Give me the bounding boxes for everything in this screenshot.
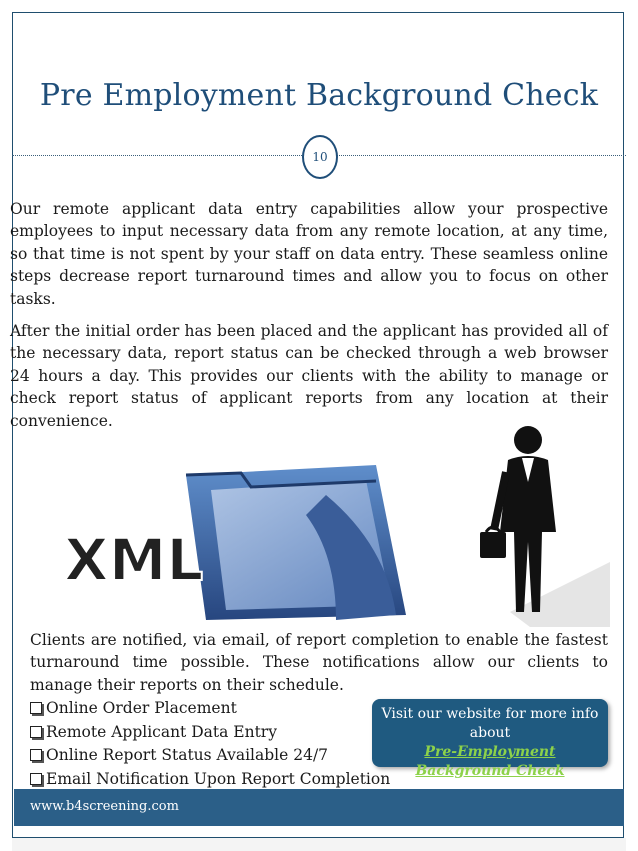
bottom-strip — [12, 838, 626, 851]
callout-text: Visit our website for more info about — [381, 706, 599, 741]
checkbox-bullet-icon — [30, 773, 42, 785]
page-title: Pre Employment Background Check — [39, 78, 599, 113]
paragraph-report-status: After the initial order has been placed and the applicant has provided all of the necessary data, report status can be checked through a web browser 24 hours a day. This provides our clients with the ability to manage or check report status of applicant reports from any location at their convenience. — [10, 322, 608, 430]
divider-right — [336, 155, 626, 156]
checkbox-bullet-icon — [30, 702, 42, 714]
feature-list — [30, 697, 390, 791]
list-item: Online Order Placement — [30, 697, 390, 721]
list-item: Remote Applicant Data Entry — [30, 721, 390, 745]
list-item: Email Notification Upon Report Completion — [30, 768, 390, 792]
xml-folder-image — [36, 455, 440, 627]
page-number-badge: 10 — [302, 135, 338, 179]
businessman-silhouette-image — [470, 412, 610, 627]
footer-bar — [14, 789, 624, 826]
footer-url[interactable]: www.b4screening.com — [30, 799, 179, 814]
background-check-link[interactable]: Pre-Employment Background Check — [415, 744, 565, 779]
list-item: Online Report Status Available 24/7 — [30, 744, 390, 768]
checkbox-bullet-icon — [30, 726, 42, 738]
xml-label: XML — [64, 526, 204, 594]
checkbox-bullet-icon — [30, 749, 42, 761]
website-callout — [372, 699, 608, 779]
paragraph-notifications: Clients are notified, via email, of report completion to enable the fastest turnaround time possible. These notifications allow our clients to manage their reports on their schedule. — [30, 631, 608, 694]
divider-left — [12, 155, 304, 156]
paragraph-remote-entry: Our remote applicant data entry capabilities allow your prospective employees to input necessary data from any remote location, at any time, so that time is not spent by your staff on data entry. These seamless online steps decrease report turnaround times and allow you to focus on other tasks. — [10, 200, 608, 308]
